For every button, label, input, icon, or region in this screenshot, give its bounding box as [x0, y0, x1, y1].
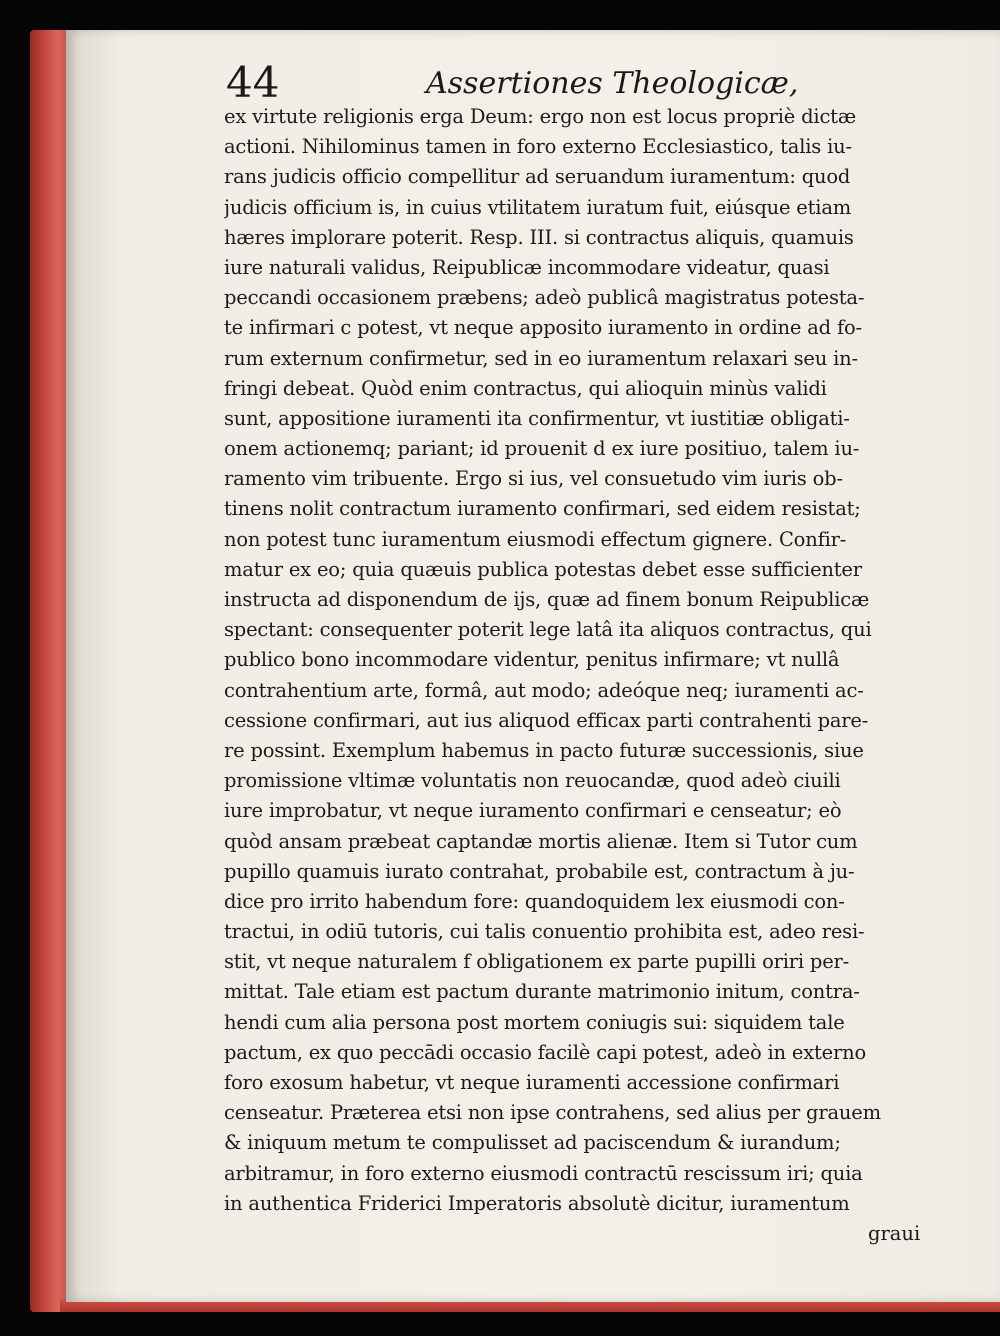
text-line: tractui, in odiū tutoris, cui talis conuentio prohibita est, adeo resi-	[224, 920, 865, 944]
text-line: censeatur. Præterea etsi non ipse contrahens, sed alius per grauem	[224, 1101, 881, 1125]
text-line: cessione confirmari, aut ius aliquod efficax parti contrahenti pare-	[224, 708, 869, 732]
text-line: arbitramur, in foro externo eiusmodi contractū rescissum iri; quia	[224, 1161, 863, 1185]
text-line: iure improbatur, vt neque iuramento confirmari e censeatur; eò	[224, 799, 842, 823]
red-page-edge	[30, 30, 70, 1312]
text-line: instructa ad disponendum de ijs, quæ ad finem bonum Reipublicæ	[224, 588, 870, 611]
text-line: judicis officium is, in cuius vtilitatem iuratum fuit, eiúsque etiam	[224, 195, 852, 219]
body-text	[224, 102, 924, 1219]
running-title: Assertiones Theologicæ,	[426, 66, 799, 101]
text-line: hæres implorare poterit. Resp. III. si contractus aliquis, quamuis	[224, 225, 854, 249]
text-line: onem actionemq; pariant; id prouenit d ex iure positiuo, talem iu-	[224, 437, 860, 461]
text-line: & iniquum metum te compulisset ad paciscendum & iurandum;	[224, 1131, 841, 1155]
text-line: contrahentium arte, formâ, aut modo; adeóque neq; iuramenti ac-	[224, 678, 864, 702]
text-line: publico bono incommodare videntur, penitus infirmare; vt nullâ	[224, 648, 840, 672]
text-line: actioni. Nihilominus tamen in foro externo Ecclesiastico, talis iu-	[224, 135, 852, 159]
text-line: spectant: consequenter poterit lege latâ ita aliquos contractus, qui	[224, 618, 872, 642]
text-line: pactum, ex quo peccādi occasio facilè capi potest, adeò in externo	[224, 1040, 867, 1064]
text-line: tinens nolit contractum iuramento confirmari, sed eidem resistat;	[224, 497, 861, 521]
text-line: pupillo quamuis iurato contrahat, probabile est, contractum à ju-	[224, 859, 855, 883]
text-line: rum externum confirmetur, sed in eo iuramentum relaxari seu in-	[224, 346, 858, 370]
text-line: peccandi occasionem præbens; adeò publicâ magistratus potesta-	[224, 286, 865, 310]
page-number: 44	[226, 58, 280, 107]
text-line: iure naturali validus, Reipublicæ incommodare videatur, quasi	[224, 255, 830, 279]
text-line: matur ex eo; quia quæuis publica potestas debet esse sufficienter	[224, 557, 862, 581]
text-line: ramento vim tribuente. Ergo si ius, vel consuetudo vim iuris ob-	[224, 467, 843, 491]
text-line: sunt, appositione iuramenti ita confirmentur, vt iustitiæ obligati-	[224, 406, 850, 430]
text-line: non potest tunc iuramentum eiusmodi effectum gignere. Confir-	[224, 527, 847, 551]
text-line: stit, vt neque naturalem f obligationem ex parte pupilli oriri per-	[224, 950, 850, 974]
text-line: promissione vltimæ voluntatis non reuocandæ, quod adeò ciuili	[224, 769, 841, 793]
text-line: dice pro irrito habendum fore: quandoquidem lex eiusmodi con-	[224, 889, 845, 913]
text-line: fringi debeat. Quòd enim contractus, qui alioquin minùs validi	[224, 376, 827, 400]
text-line: mittat. Tale etiam est pactum durante matrimonio initum, contra-	[224, 980, 860, 1004]
text-line: in authentica Friderici Imperatoris absolutè dicitur, iuramentum	[224, 1191, 850, 1215]
text-line: foro exosum habetur, vt neque iuramenti accessione confirmari	[224, 1071, 840, 1094]
text-line: re possint. Exemplum habemus in pacto futuræ successionis, siue	[224, 738, 864, 762]
text-line: rans judicis officio compellitur ad seruandum iuramentum: quod	[224, 165, 851, 189]
text-line: quòd ansam præbeat captandæ mortis alienæ. Item si Tutor cum	[224, 829, 858, 853]
text-line: ex virtute religionis erga Deum: ergo non est locus propriè dictæ	[224, 105, 856, 128]
text-line: te infirmari c potest, vt neque apposito iuramento in ordine ad fo-	[224, 316, 862, 340]
text-line: hendi cum alia persona post mortem coniugis sui: siquidem tale	[224, 1010, 845, 1034]
book-page	[66, 30, 1000, 1302]
catchword: graui	[868, 1222, 921, 1245]
